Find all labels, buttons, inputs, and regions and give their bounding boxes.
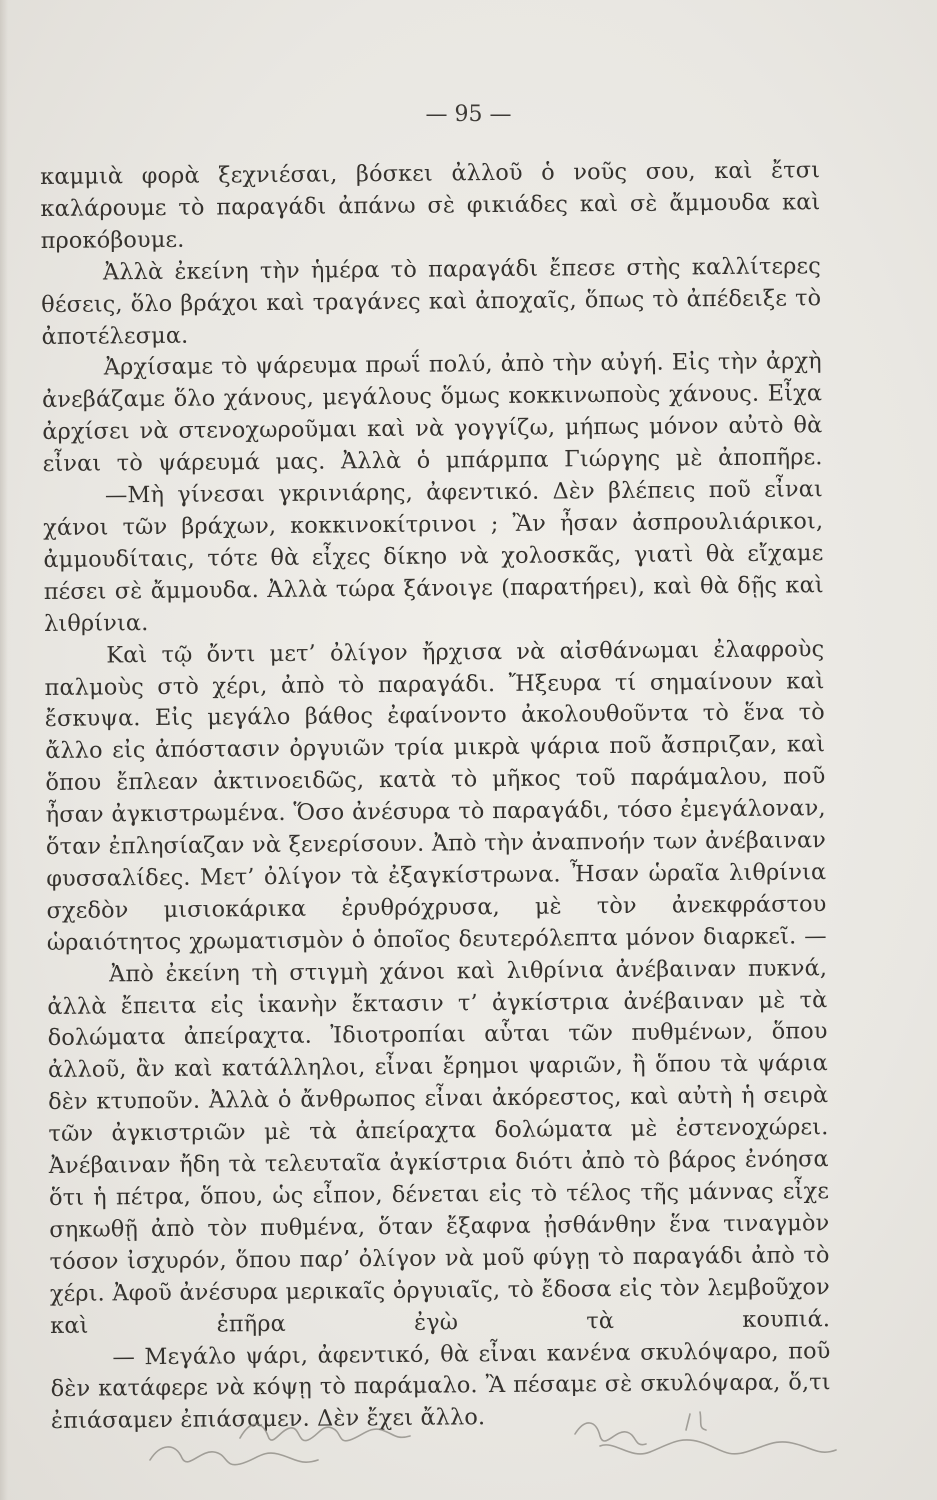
page-number: — 95 — (425, 102, 512, 127)
signature-scribbles (0, 1400, 937, 1490)
paragraph: Καὶ τῷ ὄντι μετ’ ὀλίγον ἤρχισα νὰ αἰσθάνωμαι ἐλαφροὺς παλμοὺς στὸ χέρι, ἀπὸ τὸ παραγάδι. Ἤξευρα τί σημαίνουν καὶ ἔσκυψα. Εἰς μεγάλο βάθος ἐφαίνοντο ἀκολουθοῦντα τὸ ἕνα τὸ ἄλλο εἰς ἀπόστασιν ὀργυιῶν τρία μικρὰ ψάρια ποῦ ἄσπριζαν, καὶ ὅπου ἔπλεαν ἀκτινοειδῶς, κατὰ τὸ μῆκος τοῦ παράμαλου, ποῦ ἦσαν ἀγκιστρωμένα. Ὅσο ἀνέσυρα τὸ παραγάδι, τόσο ἐμεγάλοναν, ὅταν ἐπλησίαζαν νὰ ξενερίσουν. Ἀπὸ τὴν ἀναπνοήν των ἀνέβαιναν φυσσαλίδες. Μετ’ ὀλίγον τὰ ἐξαγκίστρωνα. Ἦσαν ὡραῖα λιθρίνια σχεδὸν μισιοκάρικα ἐρυθρόχρυσα, μὲ τὸν ἀνεκφράστου ὡραιότητος χρωματισμὸν ὁ ὁποῖος δευτερόλεπτα μόνον διαρκεῖ. — (44, 635, 827, 956)
page-edge-shadow (0, 0, 8, 1500)
paragraph: Ἀλλὰ ἐκείνη τὴν ἡμέρα τὸ παραγάδι ἔπεσε στὴς καλλίτερες θέσεις, ὅλο βράχοι καὶ τραγάνες καὶ ἀποχαῖς, ὅπως τὸ ἀπέδειξε τὸ ἀποτέλεσμα. (41, 252, 822, 350)
paragraph: Ἀπὸ ἐκείνη τὴ στιγμὴ χάνοι καὶ λιθρίνια ἀνέβαιναν πυκνά, ἀλλὰ ἔπειτα εἰς ἱκανὴν ἔκτασιν τ’ ἀγκίστρια ἀνέβαιναν μὲ τὰ δολώματα ἀπείραχτα. Ἰδιοτροπίαι αὗται τῶν πυθμένων, ὅπου ἀλλοῦ, ἂν καὶ κατάλληλοι, εἶναι ἔρημοι ψαριῶν, ἢ ὅπου τὰ ψάρια δὲν κτυποῦν. Ἀλλὰ ὁ ἄνθρωπος εἶναι ἀκόρεστος, καὶ αὐτὴ ἡ σειρὰ τῶν ἀγκιστριῶν μὲ τὰ ἀπείραχτα δολώματα μὲ ἐστενοχώρει. Ἀνέβαιναν ἤδη τὰ τελευταῖα ἀγκίστρια διότι ἀπὸ τὸ βάρος ἐνόησα ὅτι ἡ πέτρα, ὅπου, ὡς εἶπον, δένεται εἰς τὸ τέλος τῆς μάννας εἶχε σηκωθῇ ἀπὸ τὸν πυθμένα, ὅταν ἔξαφνα ᾐσθάνθην ἕνα τιναγμὸν τόσον ἰσχυρόν, ὅπου παρ’ ὀλίγον νὰ μοῦ φύγῃ τὸ παραγάδι ἀπὸ τὸ χέρι. Ἀφοῦ ἀνέσυρα μερικαῖς ὀργυιαῖς, τὸ ἔδοσα εἰς τὸν λεμβοῦχον καὶ ἐπῆρα ἐγὼ τὰ κουπιά. (47, 954, 831, 1339)
paragraph: καμμιὰ φορὰ ξεχνιέσαι, βόσκει ἀλλοῦ ὁ νοῦς σου, καὶ ἔτσι καλάρουμε τὸ παραγάδι ἀπάνω σὲ φικιάδες καὶ σὲ ἄμμουδα καὶ προκόβουμε. (40, 157, 821, 254)
paragraph: Ἀρχίσαμε τὸ ψάρευμα πρωΐ πολύ, ἀπὸ τὴν αὐγή. Εἰς τὴν ἀρχὴ ἀνεβάζαμε ὅλο χάνους, μεγάλους ὅμως κοκκινωποὺς χάνους. Εἶχα ἀρχίσει νὰ στενοχωροῦμαι καὶ νὰ γογγίζω, μήπως μόνον αὐτὸ θὰ εἶναι τὸ ψάρευμά μας. Ἀλλὰ ὁ μπάρμπα Γιώργης μὲ ἀποπῆρε. (41, 348, 823, 478)
body-text (40, 155, 831, 1438)
paragraph: — Μεγάλο ψάρι, ἀφεντικό, θὰ εἶναι κανένα σκυλόψαρο, ποῦ δὲν κατάφερε νὰ κόψῃ τὸ παράμαλο. Ἂ πέσαμε σὲ σκυλόψαρα, ὅ,τι ἐπιάσαμεν ἐπιάσαμεν. Δὲν ἔχει ἄλλο. (50, 1337, 831, 1435)
paragraph: —Μὴ γίνεσαι γκρινιάρης, ἀφεντικό. Δὲν βλέπεις ποῦ εἶναι χάνοι τῶν βράχων, κοκκινοκίτρινοι ; Ἂν ἦσαν ἀσπρουλιάρικοι, ἀμμουδίταις, τότε θὰ εἶχες δίκηο νὰ χολοσκᾶς, γιατὶ θὰ εἴχαμε πέσει σὲ ἄμμουδα. Ἀλλὰ τώρα ξάνοιγε (παρατήρει), καὶ θὰ δῇς καὶ λιθρίνια. (43, 476, 824, 637)
handwritten-signatures (0, 1400, 937, 1490)
